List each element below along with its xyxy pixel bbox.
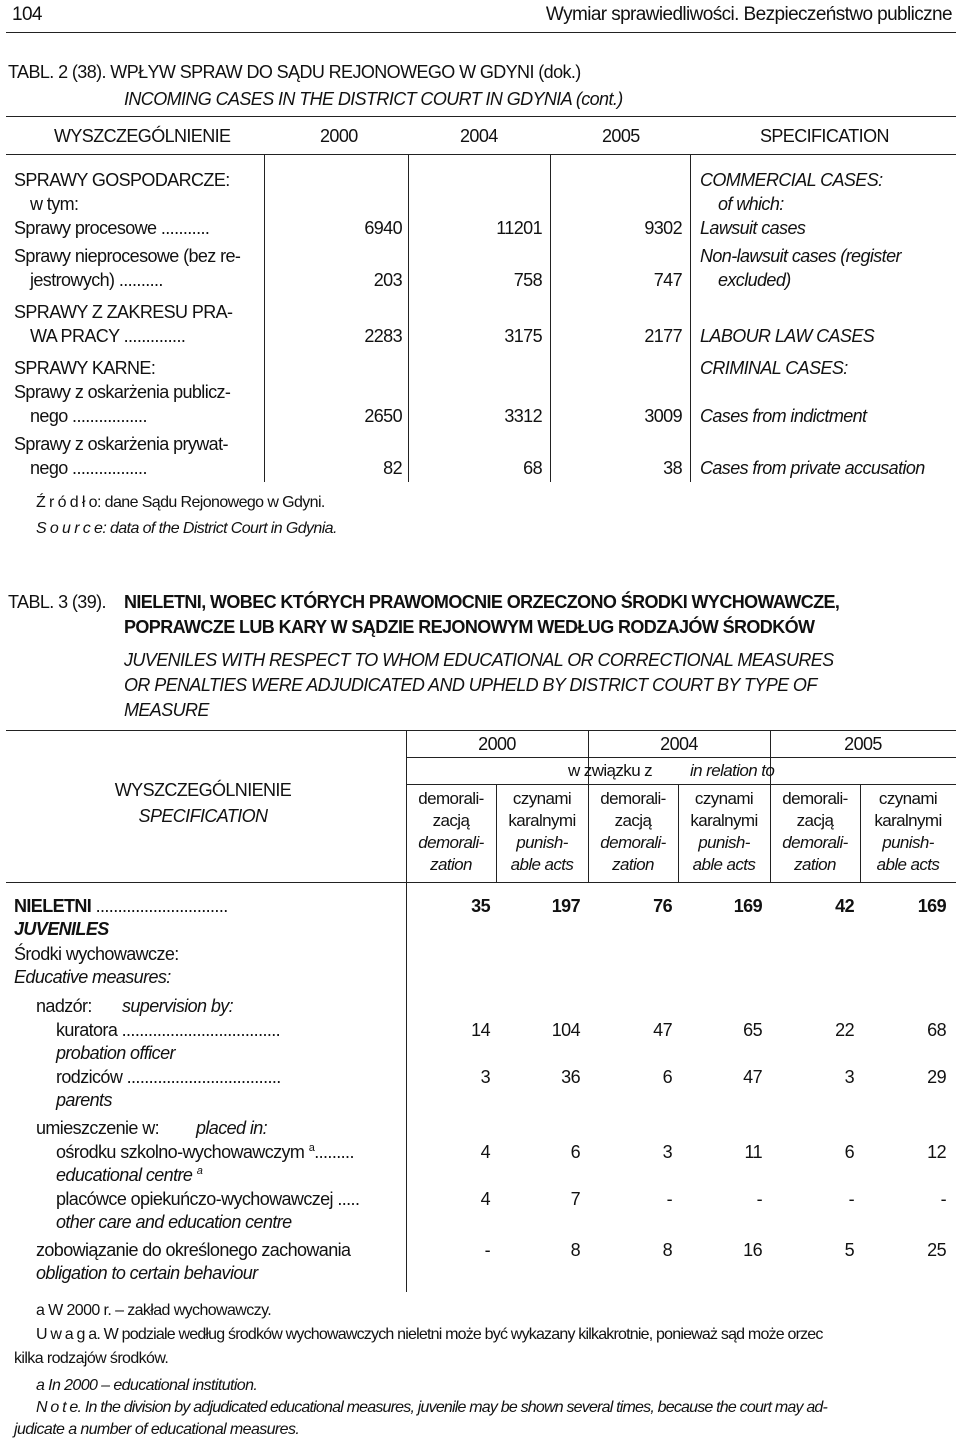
t3-edcentre-v2: 6: [570, 1142, 580, 1162]
t3-juveniles-v1: 35: [471, 896, 490, 916]
t2-row-private-2000: 82: [383, 458, 402, 478]
t2-row-indictment-pl2: nego .................: [30, 406, 147, 426]
t2-row-indictment-pl1: Sprawy z oskarżenia publicz-: [14, 382, 231, 402]
t3-juveniles-v6: 169: [917, 896, 946, 916]
t3-obligation-v4: 16: [743, 1240, 762, 1260]
t3-othercare-v6: -: [940, 1189, 946, 1209]
t2-row-criminal-pl: SPRAWY KARNE:: [14, 358, 156, 378]
t3-note-pl-1: U w a g a. W podziale według środków wychowawczych nieletni może być wykazany kilkakrotnie, ponieważ sąd może orzec: [36, 1326, 823, 1343]
t2-row-nonlawsuit-2004: 758: [513, 270, 542, 290]
t2-row-private-en: Cases from private accusation: [700, 458, 925, 478]
t3-note-en-2: judicate a number of educational measures.: [14, 1421, 300, 1438]
t2-row-nonlawsuit-en1: Non-lawsuit cases (register: [700, 246, 901, 266]
table2-title-en: INCOMING CASES IN THE DISTRICT COURT IN GDYNIA (cont.): [124, 89, 623, 109]
t2-row-private-pl2: nego .................: [30, 458, 147, 478]
t3-probation-v6: 68: [927, 1020, 946, 1040]
t2-row-lawsuit-2005: 9302: [644, 218, 682, 238]
t3-relation-pl: w związku z: [568, 761, 653, 780]
t3-probation-v5: 22: [835, 1020, 854, 1040]
t3-probation-v3: 47: [653, 1020, 672, 1040]
t3-probation-v2: 104: [551, 1020, 580, 1040]
t3-parents-v3: 6: [662, 1067, 672, 1087]
t3-parents-v1: 3: [480, 1067, 490, 1087]
t2-row-nonlawsuit-en2: excluded): [718, 270, 791, 290]
table3-title-pl-1: NIELETNI, WOBEC KTÓRYCH PRAWOMOCNIE ORZECZONO ŚRODKI WYCHOWAWCZE,: [124, 592, 840, 612]
t2-row-criminal-en: CRIMINAL CASES:: [700, 358, 848, 378]
t3-row-supervision-en: supervision by:: [122, 996, 234, 1016]
t3-othercare-v2: 7: [570, 1189, 580, 1209]
t2-row-commercial-en: COMMERCIAL CASES:: [700, 170, 883, 190]
t2-row-private-2004: 68: [523, 458, 542, 478]
table3-title-en-3: MEASURE: [124, 700, 209, 720]
t2-row-nonlawsuit-pl1: Sprawy nieprocesowe (bez re-: [14, 246, 241, 266]
t2-row-private-2005: 38: [663, 458, 682, 478]
t3-edcentre-v6: 12: [927, 1142, 946, 1162]
t3-row-parents-en: parents: [56, 1090, 112, 1110]
t3-juveniles-v5: 42: [835, 896, 854, 916]
t3-othercare-v5: -: [848, 1189, 854, 1209]
t2-row-lawsuit-2000: 6940: [364, 218, 402, 238]
t3-colhead-2004-b: czynami karalnymi punish- able acts: [690, 789, 758, 874]
t3-colhead-2000-a: demorali- zacją demorali- zation: [418, 789, 484, 874]
t2-row-indictment-2005: 3009: [644, 406, 682, 426]
t2-row-indictment-2000: 2650: [364, 406, 402, 426]
t2-header-2005: 2005: [602, 126, 640, 146]
t3-colhead-2005-b: czynami karalnymi punish- able acts: [874, 789, 942, 874]
t3-colhead-2000-b: czynami karalnymi punish- able acts: [508, 789, 576, 874]
t2-row-labour-2005: 2177: [644, 326, 682, 346]
t3-edcentre-v3: 3: [662, 1142, 672, 1162]
t2-row-labour-en: LABOUR LAW CASES: [700, 326, 875, 346]
t3-year-2005: 2005: [844, 734, 882, 754]
t2-row-labour-pl1: SPRAWY Z ZAKRESU PRA-: [14, 302, 233, 322]
t3-row-edcentre-en: educational centre $^a$: [56, 1165, 203, 1185]
table3-label: TABL. 3 (39).: [8, 592, 106, 612]
t3-stub-pl: WYSZCZEGÓLNIENIE: [114, 780, 292, 800]
t2-source-pl: Ź r ó d ł o: dane Sądu Rejonowego w Gdyni.: [36, 494, 325, 511]
t3-edcentre-v1: 4: [480, 1142, 490, 1162]
t2-header-stub: WYSZCZEGÓLNIENIE: [54, 126, 231, 146]
t2-source-en: S o u r c e: data of the District Court in Gdynia.: [36, 520, 337, 537]
t3-row-parents-pl: rodziców ...................................: [56, 1067, 281, 1087]
t3-stub-en: SPECIFICATION: [138, 806, 268, 826]
t2-header-2000: 2000: [320, 126, 358, 146]
t3-juveniles-v3: 76: [653, 896, 672, 916]
t3-row-juveniles-en: JUVENILES: [14, 919, 109, 939]
t2-row-labour-2004: 3175: [504, 326, 542, 346]
t3-row-probation-en: probation officer: [56, 1043, 175, 1063]
running-title: Wymiar sprawiedliwości. Bezpieczeństwo publiczne: [545, 4, 952, 25]
t3-row-placed-pl: umieszczenie w:: [36, 1118, 160, 1138]
t3-row-educative-pl: Środki wychowawcze:: [14, 944, 179, 964]
t3-edcentre-v4: 11: [744, 1142, 762, 1162]
t3-row-obligation-pl: zobowiązanie do określonego zachowania: [36, 1240, 351, 1260]
page-number: 104: [12, 4, 42, 25]
t3-obligation-v5: 5: [844, 1240, 854, 1260]
t3-row-placed-en: placed in:: [196, 1118, 268, 1138]
t3-footnote-en: a In 2000 – educational institution.: [36, 1377, 258, 1394]
t3-othercare-v3: -: [666, 1189, 672, 1209]
t2-row-nonlawsuit-2000: 203: [373, 270, 402, 290]
t3-row-edcentre-pl: ośrodku szkolno-wychowawczym $^a$.........: [56, 1142, 354, 1162]
t3-juveniles-v2: 197: [551, 896, 580, 916]
t3-note-pl-2: kilka rodzajów środków.: [14, 1350, 169, 1367]
t2-header-2004: 2004: [460, 126, 498, 146]
t3-row-educative-en: Educative measures:: [14, 967, 171, 987]
table2-title-pl: TABL. 2 (38). WPŁYW SPRAW DO SĄDU REJONOWEGO W GDYNI (dok.): [8, 62, 581, 82]
t3-note-en-1: N o t e. In the division by adjudicated educational measures, juvenile may be shown several times, because the court may ad-: [36, 1399, 828, 1416]
t3-row-supervision-pl: nadzór:: [36, 996, 92, 1016]
t2-row-indictment-en: Cases from indictment: [700, 406, 867, 426]
t2-row-ofwhich-en: of which:: [718, 194, 784, 214]
t3-colhead-2004-a: demorali- zacją demorali- zation: [600, 789, 666, 874]
t3-obligation-v6: 25: [927, 1240, 946, 1260]
t2-row-lawsuit-en: Lawsuit cases: [700, 218, 806, 238]
t3-footnote-pl: a W 2000 r. – zakład wychowawczy.: [36, 1302, 272, 1319]
t2-row-lawsuit-pl: Sprawy procesowe ...........: [14, 218, 210, 238]
table3-title-en-1: JUVENILES WITH RESPECT TO WHOM EDUCATIONAL OR CORRECTIONAL MEASURES: [124, 650, 834, 670]
t3-row-probation-pl: kuratora ....................................: [56, 1020, 281, 1040]
t3-obligation-v2: 8: [570, 1240, 580, 1260]
t2-row-labour-pl2: WA PRACY ..............: [30, 326, 186, 346]
t2-row-ofwhich-pl: w tym:: [30, 194, 79, 214]
t2-header-spec: SPECIFICATION: [760, 126, 889, 146]
t3-row-othercare-en: other care and education centre: [56, 1212, 292, 1232]
t3-row-obligation-en: obligation to certain behaviour: [36, 1263, 258, 1283]
table3-title-pl-2: POPRAWCZE LUB KARY W SĄDZIE REJONOWYM WEDŁUG RODZAJÓW ŚRODKÓW: [124, 617, 815, 637]
t3-parents-v6: 29: [927, 1067, 946, 1087]
t3-row-juveniles-pl: NIELETNI ..............................: [14, 896, 228, 916]
t3-parents-v2: 36: [561, 1067, 580, 1087]
t2-row-labour-2000: 2283: [364, 326, 402, 346]
t3-othercare-v4: -: [756, 1189, 762, 1209]
t3-obligation-v3: 8: [662, 1240, 672, 1260]
t3-probation-v4: 65: [743, 1020, 762, 1040]
t3-probation-v1: 14: [471, 1020, 490, 1040]
t3-othercare-v1: 4: [480, 1189, 490, 1209]
t3-year-2004: 2004: [660, 734, 698, 754]
t2-row-commercial-pl: SPRAWY GOSPODARCZE:: [14, 170, 230, 190]
t3-colhead-2005-a: demorali- zacją demorali- zation: [782, 789, 848, 874]
t3-relation-en: in relation to: [690, 761, 775, 780]
t2-row-nonlawsuit-2005: 747: [653, 270, 682, 290]
t2-row-lawsuit-2004: 11201: [496, 218, 542, 238]
t3-obligation-v1: -: [484, 1240, 490, 1260]
t2-row-indictment-2004: 3312: [504, 406, 542, 426]
t3-row-othercare-pl: placówce opiekuńczo-wychowawczej .....: [56, 1189, 360, 1209]
t3-year-2000: 2000: [478, 734, 516, 754]
t3-edcentre-v5: 6: [844, 1142, 854, 1162]
t3-juveniles-v4: 169: [733, 896, 762, 916]
t2-row-nonlawsuit-pl2: jestrowych) ..........: [30, 270, 163, 290]
t2-row-private-pl1: Sprawy z oskarżenia prywat-: [14, 434, 228, 454]
table3-title-en-2: OR PENALTIES WERE ADJUDICATED AND UPHELD BY DISTRICT COURT BY TYPE OF: [124, 675, 817, 695]
t3-parents-v4: 47: [743, 1067, 762, 1087]
t3-parents-v5: 3: [844, 1067, 854, 1087]
